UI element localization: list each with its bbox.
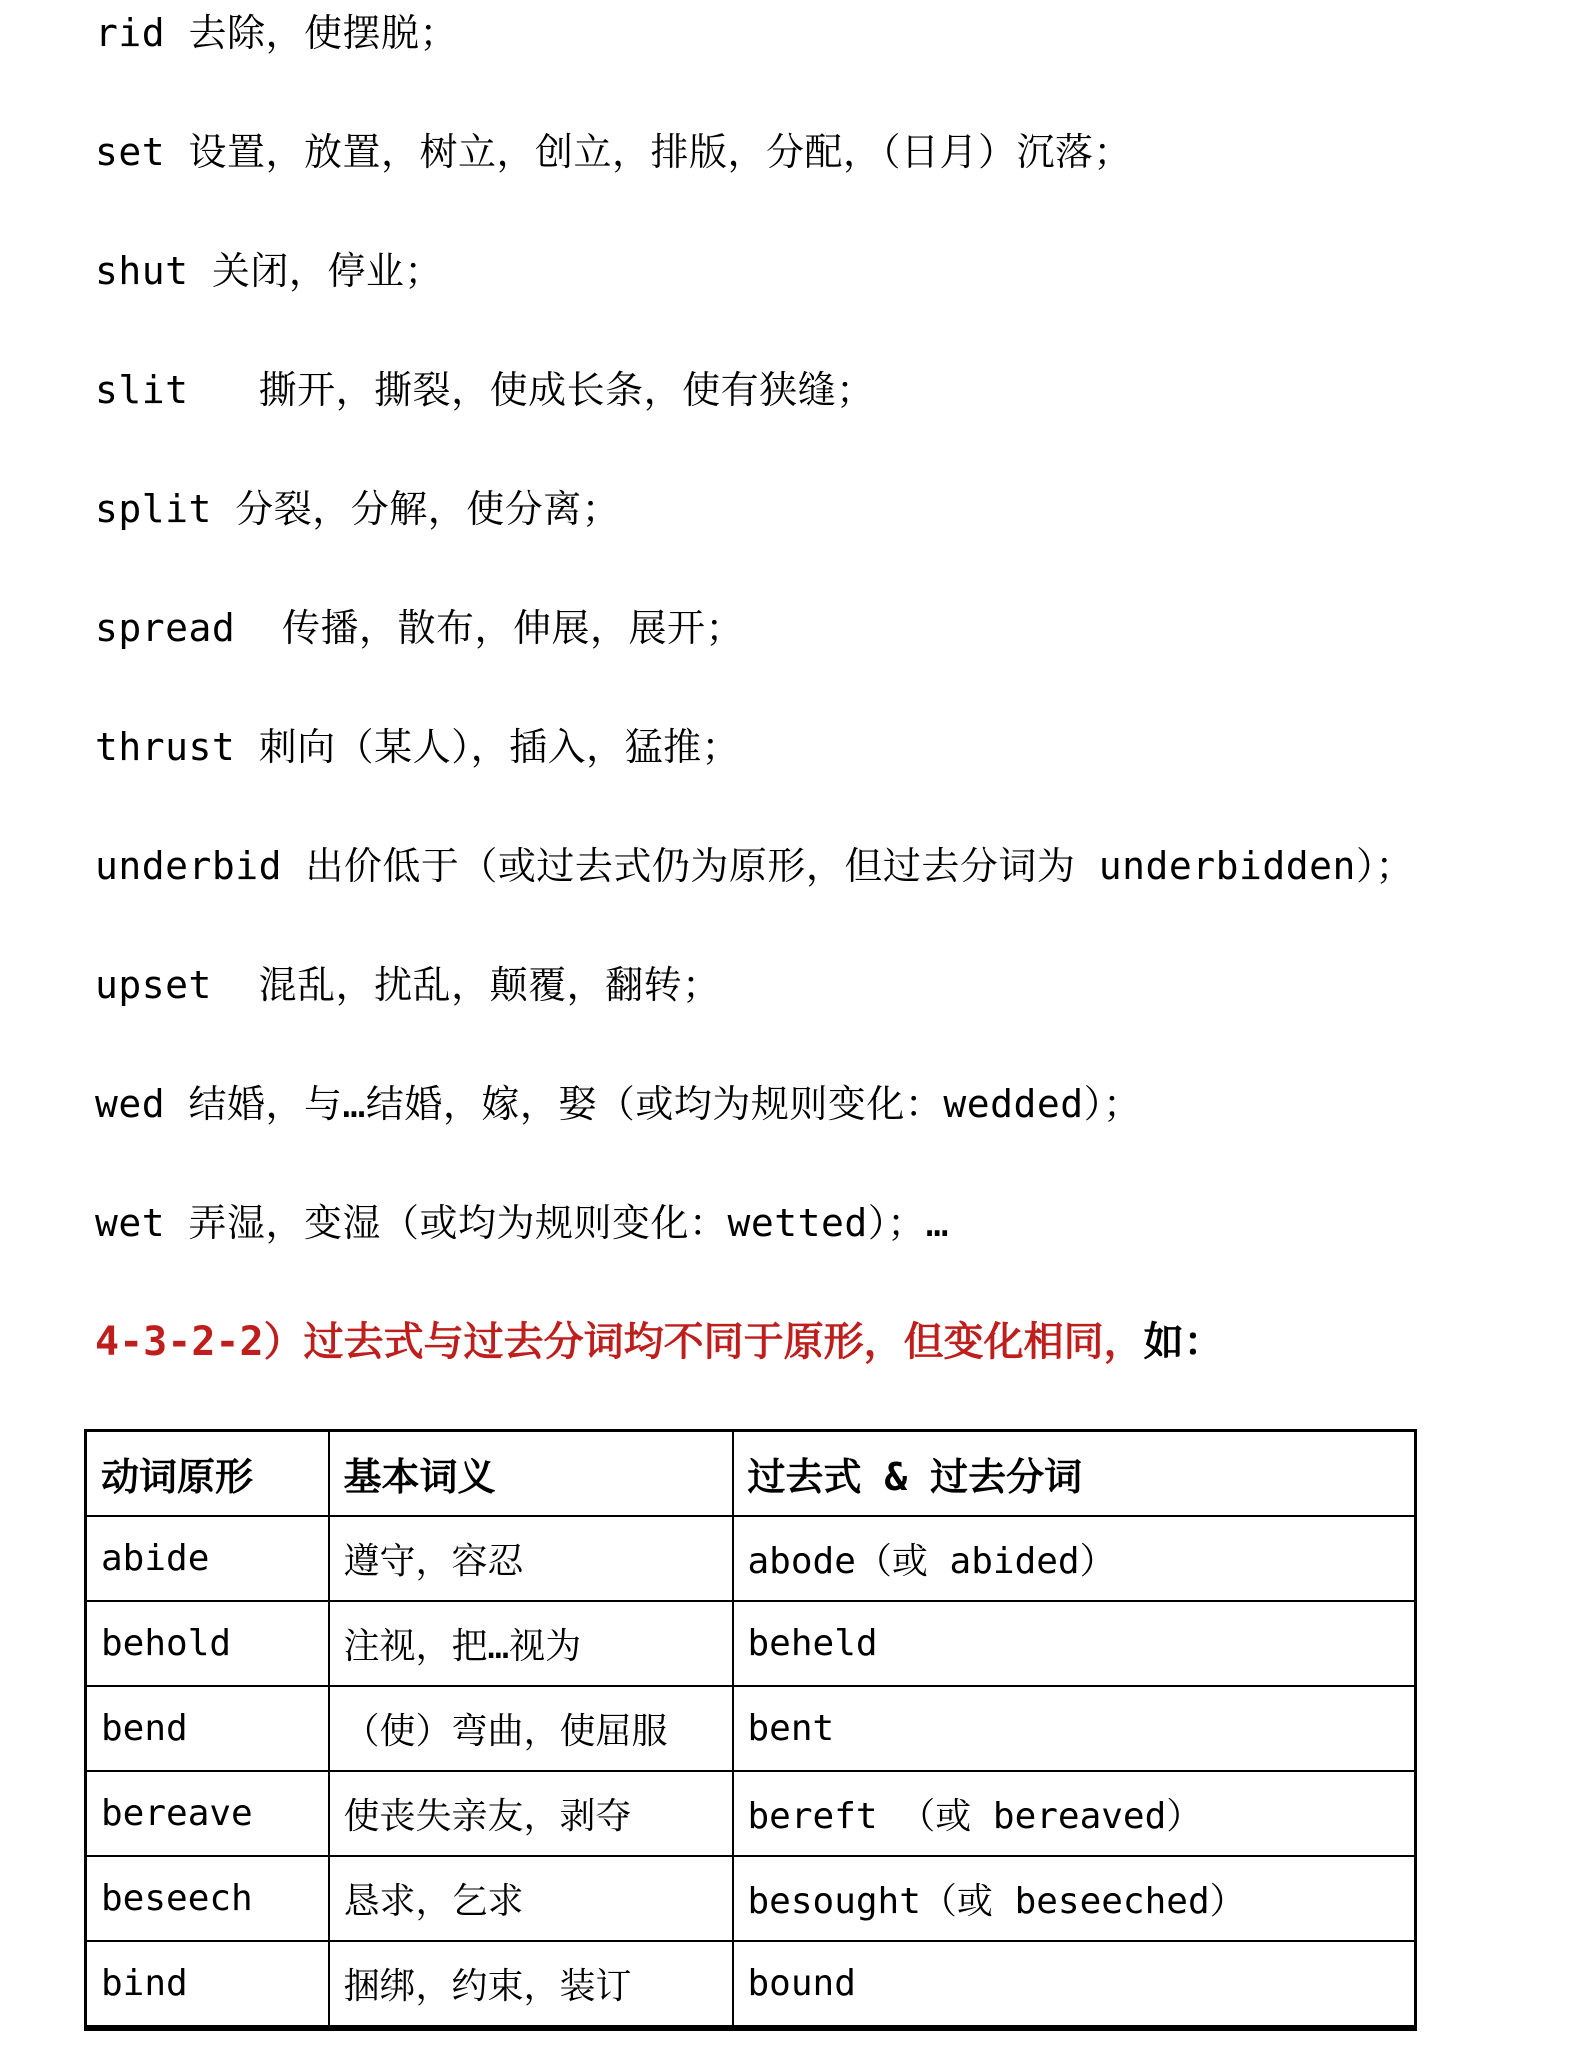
word-entry: upset 混乱，扰乱，颠覆，翻转； [95,963,721,1007]
section-heading [95,1283,1547,1402]
table-header-row [86,1431,1416,1517]
verb-cell: behold [86,1601,329,1686]
table-row [86,1601,1416,1686]
table-row [86,1856,1416,1941]
meaning-cell: （使）弯曲，使屈服 [329,1686,733,1771]
word-entry: shut 关闭，停业； [95,249,443,293]
word-entry: underbid 出价低于（或过去式仍为原形，但过去分词为 underbidden）； [95,844,1414,888]
table-row [86,1941,1416,2028]
verb-table [84,1429,1417,2031]
meaning-cell: 遵守，容忍 [329,1516,733,1601]
verb-cell: abide [86,1516,329,1601]
header-basic-meaning: 基本词义 [329,1431,733,1517]
past-cell: bereft （或 bereaved） [733,1771,1416,1856]
word-entry: wed 结婚，与…结婚，嫁，娶（或均为规则变化：wedded）； [95,1082,1142,1126]
verb-cell: bend [86,1686,329,1771]
word-entry: spread 传播，散布，伸展，展开； [95,606,745,650]
word-entry: set 设置，放置，树立，创立，排版，分配，（日月）沉落； [95,130,1133,174]
meaning-cell: 恳求，乞求 [329,1856,733,1941]
header-past-tense-participle: 过去式 & 过去分词 [733,1431,1416,1517]
table-row [86,1686,1416,1771]
word-entry: wet 弄湿，变湿（或均为规则变化：wetted）；… [95,1201,950,1245]
past-cell: bound [733,1941,1416,2028]
meaning-cell: 注视，把…视为 [329,1601,733,1686]
word-entry: thrust 刺向（某人），插入，猛推； [95,725,741,769]
verb-cell: bereave [86,1771,329,1856]
header-verb-base-form: 动词原形 [86,1431,329,1517]
section-heading-suffix: 如： [1143,1319,1224,1365]
table-row [86,1516,1416,1601]
meaning-cell: 使丧失亲友，剥夺 [329,1771,733,1856]
word-entry: rid 去除，使摆脱； [95,11,459,55]
section-heading-number-and-title: 4-3-2-2）过去式与过去分词均不同于原形，但变化相同， [95,1319,1144,1365]
verb-cell: beseech [86,1856,329,1941]
past-cell: bent [733,1686,1416,1771]
meaning-cell: 捆绑，约束，装订 [329,1941,733,2028]
word-entry: split 分裂，分解，使分离； [95,487,621,531]
past-cell: beheld [733,1601,1416,1686]
past-cell: abode（或 abided） [733,1516,1416,1601]
verb-cell: bind [86,1941,329,2028]
word-entry: slit 撕开，撕裂，使成长条，使有狭缝； [95,368,875,412]
past-cell: besought（或 beseeched） [733,1856,1416,1941]
table-row [86,1771,1416,1856]
